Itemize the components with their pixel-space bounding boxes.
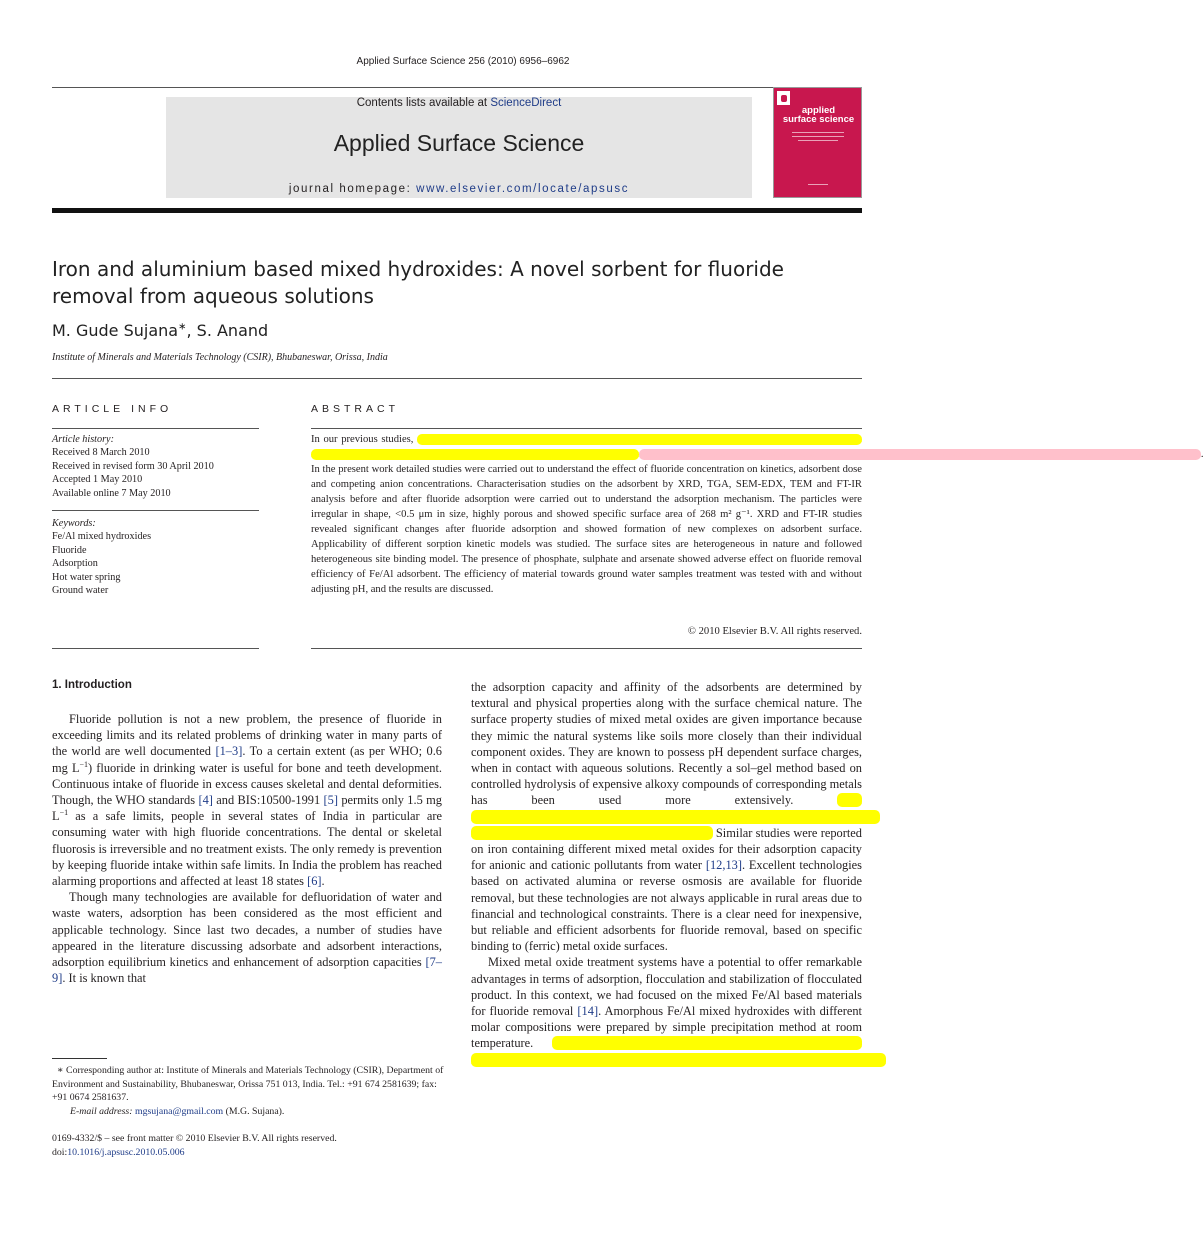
doi-line [52,1146,337,1160]
sciencedirect-link[interactable]: ScienceDirect [490,97,562,109]
footnote-divider [52,1058,107,1059]
abstract-body [311,432,1204,597]
article-info-heading: ARTICLE INFO [52,403,173,415]
paragraph [52,889,442,986]
article-history [52,433,259,500]
cover-title-line-1: applied [801,105,836,116]
superscript: −1 [79,759,89,769]
homepage-prefix: journal homepage: [288,183,417,195]
info-divider [52,510,259,511]
text: and BIS:10500-1991 [212,793,324,808]
history-item: Received in revised form 30 April 2010 [52,460,214,472]
author-name[interactable]: M. Gude Sujana [52,321,179,340]
email-label: E-mail address: [70,1105,133,1117]
abstract-rest: . In the present work detailed studies were carried out to understand the effect of fluoride concentration on kinetics, adsorbent dose and competing anion concentrations. Characterisation studies on the adsorbent by XRD, TGA, SEM-EDX, TEM and FT-IR analysis before and after fluoride adsorption were carried out to understand the adsorption mechanism. The particles were irregular in shape, <0.5 μm in size, highly porous and showed specific surface area of 268 m² g⁻¹. XRD and FT-IR studies revealed significant changes after fluoride adsorption and showed formation of new complexes on adsorbent surface. Applicability of different sorption kinetic models was studied. The surface sites are heterogeneous in nature and followed heterogeneous site binding model. The presence of phosphate, sulphate and arsenate showed adverse effect on fluoride removal efficiency of Fe/Al adsorbent. The efficiency of material towards ground water samples treatment was tested with and without adjusting pH, and the results are discussed. [311,449,1204,595]
text: Fluoride pollution is not a new problem, the presence of fluoride in exceeding limits and its related problems of drinking water in many parts of the world are well documented [52,712,442,759]
history-item: Accepted 1 May 2010 [52,474,143,486]
cover-title [774,106,863,124]
title-divider [52,378,862,379]
text: the adsorption capacity and affinity of the adsorbents are determined by textural and physical properties along with the surface chemical nature. The surface property studies of mixed metal oxides are given importance because they mimic the natural systems like soils more closely than their individual component oxides. They are known to possess pH dependent surface charges, when in contact with aqueous solutions. Recently a sol–gel method based on controlled hydrolysis of expensive alkoxy compounds of corresponding metals has been used more extensively. [471,680,862,808]
footnote-mark: ∗ [56,1065,64,1076]
redaction-highlight-yellow: xxxxxxxxxxxxxxxxxxxxxxxxxxxxxxxxxxxxxxx [471,825,713,840]
citation-link[interactable]: [1–3] [215,744,243,759]
text: . [321,874,325,889]
text: . To a certain extent (as per WHO; 0.6 mg L [52,744,443,775]
keywords [52,517,259,597]
redaction-highlight-yellow: xxxxxxxxxxxxxxxxxxxxxxxxxxxxxxxxxxxxxxxxxxxxxxxxxxxxxxxxxxxxxxxxxxxxxxxxxxxxxxxxxxxx [417,434,862,445]
top-divider [52,87,862,88]
paragraph [52,711,442,889]
text: Similar studies were reported on iron containing different mixed metal oxides for their adsorption capacity for anionic and cationic pollutants from water [471,825,862,873]
redaction-highlight-yellow: xxxx [837,793,862,808]
contents-prefix: Contents lists available at [356,97,491,109]
footnote-text [52,1064,444,1105]
keyword-item: Ground water [52,585,109,597]
footnote-body: Corresponding author at: Institute of Minerals and Materials Technology (CSIR), Department of Environment and Sustainability, Bhubaneswar, Orissa 751 013, India. Tel.: +91 674 2581639; fax: +91 0674 2581637. [52,1065,444,1103]
text: ) fluoride in drinking water is useful for bone and teeth development. Continuous intake of fluoride in excess causes skeletal and dental deformities. Though, the WHO standards [52,760,442,808]
citation-link[interactable]: [5] [323,793,338,808]
text: . Excellent technologies based on activated alumina or reverse osmosis are available for fluoride removal, but these technologies are not always applicable in rural areas due to financial and technological constraints. There is a clear need for inexpensive, but reliable and efficient adsorbents for fluoride removal, based on specific binding to (ferric) metal oxide surfaces. [471,858,862,954]
affiliation: Institute of Minerals and Materials Technology (CSIR), Bhubaneswar, Orissa, India [52,352,388,363]
homepage-link[interactable]: www.elsevier.com/locate/apsusc [416,183,630,195]
cover-title-line-2: surface science [782,114,855,125]
info-divider [52,428,259,429]
footnote [52,1064,444,1118]
header-thick-divider [52,208,862,213]
cover-decoration [808,184,828,185]
citation-link[interactable]: [12,13] [705,858,742,873]
keyword-item: Fe/Al mixed hydroxides [52,531,152,543]
redaction-highlight-yellow: xxxxxxxxxxxxxxxxxxxxxxxxxxxxxxxxxxxxxxxxxxxxxxxxxx [552,1036,862,1051]
journal-cover-thumbnail [773,87,862,198]
cover-decoration [792,132,844,133]
cover-decoration [798,140,838,141]
issn-block [52,1132,337,1159]
text: Though many technologies are available for defluoridation of water and waste waters, adsorption has been considered as the most efficient and applicable technology. Since last two decades, a number of studies have appeared in the literature discussing adsorbate and adsorbent interactions, adsorption equilibrium kinetics and enhancement of adsorption capacities [52,890,442,970]
doi-label: doi: [52,1146,68,1158]
abstract-copyright: © 2010 Elsevier B.V. All rights reserved. [687,626,862,637]
text: . It is known that [62,971,146,986]
abstract-lead: In our previous studies, [311,434,414,445]
abstract-divider [311,648,862,649]
email-link[interactable]: mgsujana@gmail.com [134,1105,224,1117]
keyword-item: Adsorption [52,558,98,570]
left-column [52,711,442,986]
corresponding-author-mark: ∗ [178,321,187,333]
superscript: −1 [59,808,69,818]
journal-name: Applied Surface Science [333,130,585,156]
keyword-item: Fluoride [52,544,87,556]
history-item: Available online 7 May 2010 [52,487,171,499]
redaction-highlight-pink: xxxxxxxxxxxxxxxxxxxxxxxxxxxxxxxxxxxxxxxxxxxxxxxxxxxxxxxxxxxxxxxxxxxxxxxxxxxxxxxxxxxxxxxxxxxxxxxxxxxxxxxxxx [639,449,1201,460]
contents-line [166,97,752,109]
coauthor-name: , S. Anand [186,321,269,340]
paragraph [471,954,887,1067]
redaction-highlight-yellow: xxxxxxxxxxxxxxxxxxxxxxxxxxxxxxxxxxxxxxxxxxxxxxxxxxxxxxxxxxxxxx [311,449,640,460]
journal-homepage [166,183,752,195]
front-matter-line: 0169-4332/$ – see front matter © 2010 Elsevier B.V. All rights reserved. [52,1133,337,1144]
history-item: Received 8 March 2010 [52,447,150,459]
journal-reference: Applied Surface Science 256 (2010) 6956–6962 [356,56,570,67]
author-list [52,321,268,340]
text: Mixed metal oxide treatment systems have a potential to offer remarkable advantages in terms of adsorption, flocculation and stabilization of flocculated product. In this context, we had focused on the mixed Fe/Al based materials for fluoride removal [471,955,862,1019]
citation-link[interactable]: [14] [577,1004,599,1019]
section-heading-introduction: 1. Introduction [52,679,132,691]
history-label: Article history: [52,434,114,445]
paragraph [471,679,880,954]
right-column [471,679,887,1068]
citation-link[interactable]: [4] [198,793,213,808]
redaction-highlight-yellow: xxxxxxxxxxxxxxxxxxxxxxxxxxxxxxxxxxxxxxxxxxxxxxxxxxxxxxxxxxxxxxxxxx [471,809,880,824]
article-title: Iron and aluminium based mixed hydroxides: A novel sorbent for fluoride removal from aqueous solutions [52,257,784,308]
cover-decoration [792,136,844,137]
text: as a safe limits, people in several states of India in particular are consuming water with high fluoride concentrations. The dental or skeletal fluorosis is irreversible and no treatment exists. The only remedy is prevention by keeping fluoride intake within safe limits. In India the problem has reached alarming proportions and affected at least 18 states [52,809,442,889]
email-suffix: (M.G. Sujana). [223,1105,285,1117]
citation-link[interactable]: [7–9] [52,955,442,986]
keywords-label: Keywords: [52,518,96,529]
elsevier-logo-icon [777,91,790,105]
keyword-item: Hot water spring [52,571,121,583]
email-line [52,1105,444,1119]
doi-link[interactable]: 10.1016/j.apsusc.2010.05.006 [67,1146,185,1158]
text: . Amorphous Fe/Al mixed hydroxides with different molar compositions were prepared by simple precipitation method at room temperature. [471,1004,863,1051]
citation-link[interactable]: [6] [307,874,322,889]
text: permits only 1.5 mg L [52,793,442,824]
redaction-highlight-yellow: xxxxxxxxxxxxxxxxxxxxxxxxxxxxxxxxxxxxxxxxxxxxxxxxxxxxxxxxxxxxxxxxxxx [471,1052,887,1067]
abstract-divider [311,428,862,429]
abstract-heading: ABSTRACT [311,403,400,415]
info-divider [52,648,259,649]
